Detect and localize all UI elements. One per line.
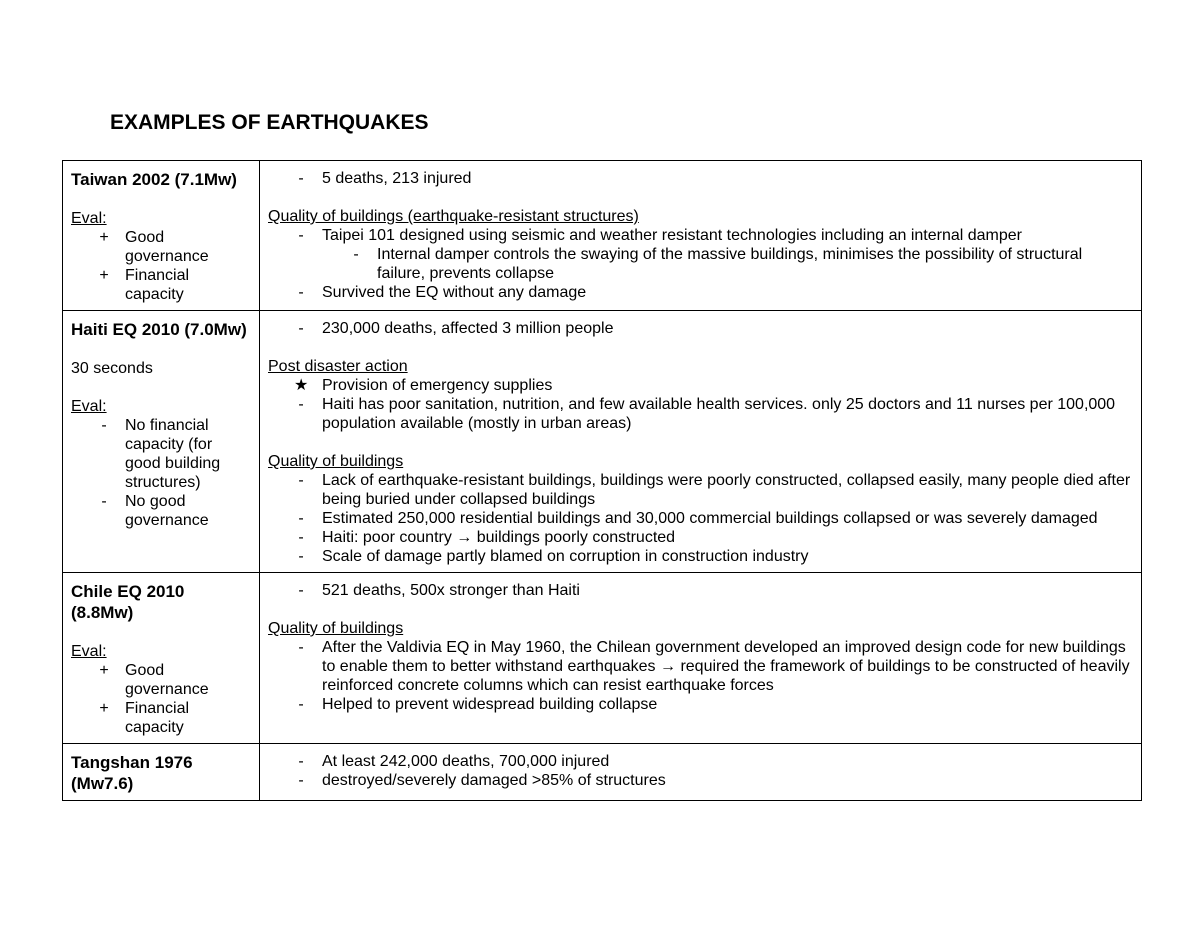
list-item: + Financial capacity: [125, 699, 251, 737]
list-item: - After the Valdivia EQ in May 1960, the Chilean government developed an improved design code for new buildings to enable them to better withstand earthquakes → required the framework of buildings to be constructed of heavily reinforced concrete columns which can resist earthquake forces: [322, 638, 1133, 695]
earthquake-name: Haiti EQ 2010 (7.0Mw): [71, 320, 247, 339]
dash-bullet: -: [298, 510, 304, 527]
stats-list: [268, 169, 1133, 188]
eval-list: [71, 661, 251, 737]
section-heading: Post disaster action: [268, 358, 408, 375]
earthquake-label-cell: [63, 311, 260, 573]
dash-bullet: -: [353, 246, 359, 263]
dash-bullet: -: [298, 548, 304, 565]
dash-bullet: -: [298, 284, 304, 301]
earthquake-label-cell: [63, 161, 260, 311]
list-item: - At least 242,000 deaths, 700,000 injured: [322, 752, 1133, 771]
list-item: + Good governance: [125, 228, 251, 266]
dash-bullet: -: [298, 227, 304, 244]
earthquake-detail-cell: [260, 744, 1142, 801]
section-heading: Quality of buildings (earthquake-resistant structures): [268, 208, 639, 225]
list-item: - Internal damper controls the swaying of the massive buildings, minimises the possibility of structural failure, prevents collapse: [377, 245, 1133, 283]
eval-list: [71, 416, 251, 530]
table-row: [63, 744, 1142, 801]
section-heading: Quality of buildings: [268, 453, 404, 470]
dash-bullet: -: [298, 396, 304, 413]
section-heading: Quality of buildings: [268, 620, 404, 637]
list-item: ★ Provision of emergency supplies: [294, 377, 553, 394]
eval-label: Eval:: [71, 398, 107, 415]
list-item: - 230,000 deaths, affected 3 million people: [322, 319, 1133, 338]
eval-label: Eval:: [71, 643, 107, 660]
star-icon: ★: [294, 377, 309, 394]
list-item: - Taipei 101 designed using seismic and weather resistant technologies including an internal damper - Internal damper controls the swaying of the massive buildings, minimises the possibility of structural failure, prevents collapse: [322, 226, 1133, 283]
dash-bullet: -: [101, 417, 107, 434]
list-item: - destroyed/severely damaged >85% of structures: [322, 771, 1133, 790]
earthquake-detail-cell: [260, 161, 1142, 311]
dash-bullet: -: [298, 529, 304, 546]
dash-bullet: -: [298, 639, 304, 656]
duration-text: 30 seconds: [71, 360, 153, 377]
table-row: [63, 573, 1142, 744]
earthquake-label-cell: [63, 744, 260, 801]
list-item: + Good governance: [125, 661, 251, 699]
list-item: + Financial capacity: [125, 266, 251, 304]
plus-bullet: +: [99, 229, 109, 246]
list-item: - No financial capacity (for good building structures): [125, 416, 251, 492]
eval-label: Eval:: [71, 210, 107, 227]
dash-bullet: -: [298, 582, 304, 599]
list-item: - Survived the EQ without any damage: [322, 283, 1133, 302]
stats-list: [268, 752, 1133, 790]
section-list: [268, 638, 1133, 714]
stats-list: [268, 581, 1133, 600]
plus-bullet: +: [99, 700, 109, 717]
dash-bullet: -: [298, 472, 304, 489]
earthquake-label-cell: [63, 573, 260, 744]
table-row: [63, 311, 1142, 573]
sub-list: [322, 245, 1133, 283]
list-item: - Scale of damage partly blamed on corruption in construction industry: [322, 547, 1133, 566]
list-item: - 5 deaths, 213 injured: [322, 169, 1133, 188]
list-item: - Helped to prevent widespread building collapse: [322, 695, 1133, 714]
list-item: - No good governance: [125, 492, 251, 530]
list-item: - Estimated 250,000 residential buildings and 30,000 commercial buildings collapsed or was severely damaged: [322, 509, 1133, 528]
stats-list: [268, 319, 1133, 338]
dash-bullet: -: [298, 170, 304, 187]
dash-bullet: -: [298, 753, 304, 770]
dash-bullet: -: [298, 772, 304, 789]
section-list: [268, 376, 1133, 433]
dash-bullet: -: [101, 493, 107, 510]
table-row: [63, 161, 1142, 311]
page-title: EXAMPLES OF EARTHQUAKES: [110, 111, 429, 134]
earthquake-name: Chile EQ 2010 (8.8Mw): [71, 582, 185, 622]
earthquake-detail-cell: [260, 311, 1142, 573]
section-list: [268, 226, 1133, 302]
list-item: - 521 deaths, 500x stronger than Haiti: [322, 581, 1133, 600]
earthquake-table: [62, 160, 1142, 801]
earthquake-name: Tangshan 1976 (Mw7.6): [71, 753, 193, 793]
section-list: [268, 471, 1133, 566]
eval-list: [71, 228, 251, 304]
list-item: - Lack of earthquake-resistant buildings, buildings were poorly constructed, collapsed easily, many people died after being buried under collapsed buildings: [322, 471, 1133, 509]
plus-bullet: +: [99, 267, 109, 284]
earthquake-detail-cell: [260, 573, 1142, 744]
earthquake-name: Taiwan 2002 (7.1Mw): [71, 170, 237, 189]
list-item: - Haiti has poor sanitation, nutrition, and few available health services. only 25 doctors and 11 nurses per 100,000 population available (mostly in urban areas): [322, 395, 1133, 433]
dash-bullet: -: [298, 696, 304, 713]
list-item: - Haiti: poor country → buildings poorly constructed: [322, 528, 1133, 547]
dash-bullet: -: [298, 320, 304, 337]
plus-bullet: +: [99, 662, 109, 679]
